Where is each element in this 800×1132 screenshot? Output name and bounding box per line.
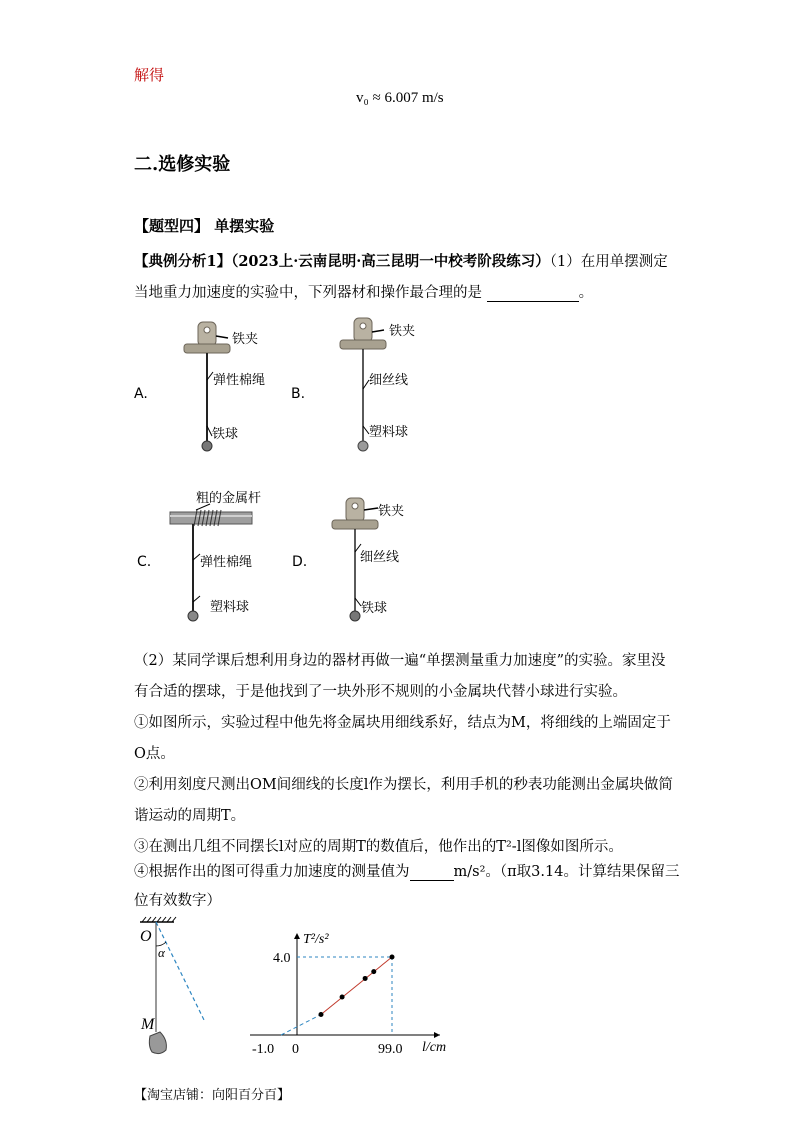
point-o-label: O	[140, 928, 152, 945]
step-2-line-1: ②利用刻度尺测出OM间细线的长度l作为摆长，利用手机的秒表功能测出金属块做简	[134, 777, 673, 793]
angle-label: α	[158, 945, 165, 960]
data-point-1	[318, 1012, 323, 1017]
question-1-text-a: （1）在用单摆测定	[549, 254, 668, 270]
plastic-ball-icon	[188, 611, 198, 621]
option-b-letter: B.	[291, 386, 306, 402]
option-b-clip-label: 铁夹	[389, 324, 416, 339]
fit-line	[321, 957, 392, 1015]
iron-ball-icon	[350, 611, 360, 621]
x-tick-label-3: 99.0	[378, 1042, 403, 1057]
x-tick-label-2: 0	[292, 1042, 299, 1057]
option-c-letter: C.	[137, 554, 152, 570]
x-tick-label-1: -1.0	[252, 1042, 275, 1057]
step-1-line-2: O点。	[134, 746, 175, 762]
metal-block-icon	[149, 1032, 166, 1054]
clip-icon	[340, 318, 386, 349]
plastic-ball-icon	[358, 441, 368, 451]
option-d-string-label: 细丝线	[360, 550, 400, 565]
option-d-ball-label: 铁球	[361, 601, 388, 616]
x-axis-label: l/cm	[422, 1040, 447, 1055]
option-a-clip-label: 铁夹	[232, 332, 259, 347]
part2-intro-line-2: 有合适的摆球，于是他找到了一块外形不规则的小金属块代替小球进行实验。	[134, 684, 627, 700]
step-4-line-2: 位有效数字）	[134, 893, 221, 909]
option-c-ball-label: 塑料球	[210, 600, 250, 615]
step-3: ③在测出几组不同摆长l对应的周期T的数值后，他作出的T²-l图像如图所示。	[134, 839, 623, 855]
point-m-label: M	[141, 1016, 155, 1033]
option-a-ball-label: 铁球	[212, 427, 239, 442]
step-2-line-2: 谐运动的周期T。	[134, 808, 246, 824]
option-a-string-label: 弹性棉绳	[213, 373, 266, 388]
solution-formula: v₀ ≈ 6.007 m/s	[356, 90, 444, 106]
swing-line	[156, 922, 205, 1022]
extrapolation-line	[281, 1015, 321, 1035]
iron-ball-icon	[202, 441, 212, 451]
footer-shop: 【淘宝店铺：向阳百分百】	[134, 1088, 291, 1103]
step-4-unit: m/s²。（π取3.14。计算结果保留三	[453, 864, 680, 880]
option-c-string-label: 弹性棉绳	[200, 555, 253, 570]
example-tag: 【典例分析1】（2023上·云南昆明·高三昆明一中校考阶段练习）	[134, 253, 550, 270]
data-point-2	[340, 994, 345, 999]
question-1-line-1	[134, 250, 668, 271]
t2-l-chart	[240, 925, 460, 1055]
option-d-letter: D.	[292, 554, 308, 570]
data-point-3	[363, 976, 368, 981]
solution-label: 解得	[134, 66, 165, 84]
y-axis-label: T²/s²	[303, 932, 329, 947]
option-b-ball-label: 塑料球	[369, 425, 409, 440]
step-4-text-a: ④根据作出的图可得重力加速度的测量值为	[134, 864, 410, 880]
topic-heading: 【题型四】 单摆实验	[134, 217, 275, 235]
data-point-4	[371, 969, 376, 974]
question-1-text-b: 当地重力加速度的实验中，下列器材和操作最合理的是	[134, 285, 487, 301]
part2-intro-line-1: （2）某同学课后想利用身边的器材再做一遍“单摆测量重力加速度”的实验。家里没	[134, 653, 666, 669]
step-4-line-1	[134, 860, 679, 881]
option-b-string-label: 细丝线	[369, 373, 409, 388]
option-a-letter: A.	[134, 386, 148, 402]
data-point-5	[390, 955, 395, 960]
question-1-end: 。	[578, 285, 594, 301]
clip-icon	[332, 498, 378, 529]
option-d-clip-label: 铁夹	[378, 504, 405, 519]
x-axis-arrow	[434, 1032, 440, 1038]
step-1-line-1: ①如图所示，实验过程中他先将金属块用细线系好，结点为M，将细线的上端固定于	[134, 715, 671, 731]
answer-blank-2	[410, 864, 454, 881]
clip-icon	[184, 322, 230, 353]
y-axis-arrow	[294, 933, 300, 939]
section-heading: 二.选修实验	[134, 154, 231, 175]
question-1-line-2	[134, 281, 593, 302]
answer-blank-1	[487, 285, 579, 302]
option-c-rod-label: 粗的金属杆	[196, 491, 262, 506]
y-tick-label-1: 4.0	[273, 951, 291, 966]
